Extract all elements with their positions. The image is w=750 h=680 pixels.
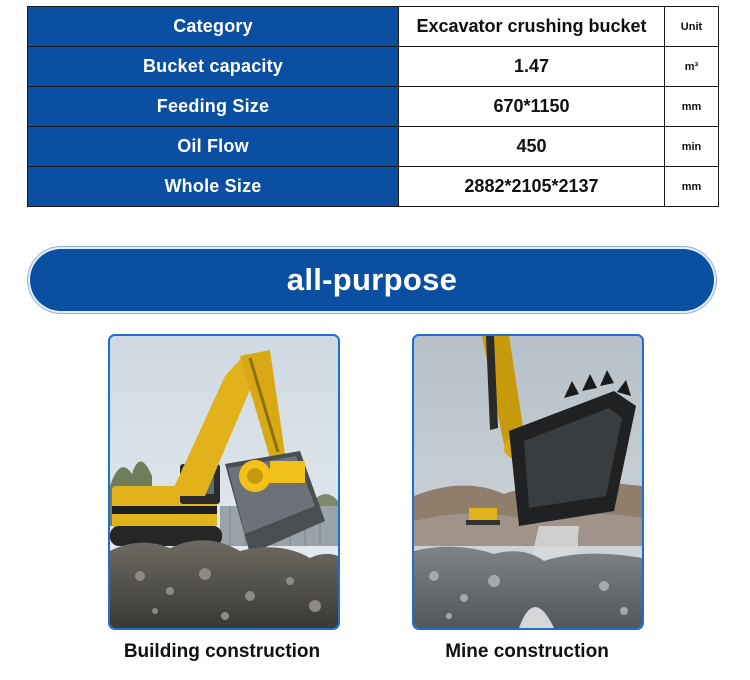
mine-construction-photo xyxy=(412,334,644,630)
spec-value: Excavator crushing bucket xyxy=(399,7,665,47)
spec-unit: Unit xyxy=(665,7,719,47)
spec-unit: min xyxy=(665,127,719,167)
spec-label: Feeding Size xyxy=(28,87,399,127)
spec-label: Oil Flow xyxy=(28,127,399,167)
caption-mine-construction: Mine construction xyxy=(445,641,609,662)
spec-label: Bucket capacity xyxy=(28,47,399,87)
table-row xyxy=(28,47,719,87)
spec-unit: mm xyxy=(665,167,719,207)
spec-table xyxy=(27,6,719,207)
table-row xyxy=(28,87,719,127)
spec-value: 2882*2105*2137 xyxy=(399,167,665,207)
banner-title: all-purpose xyxy=(286,262,458,297)
caption-building-construction: Building construction xyxy=(123,641,321,662)
building-construction-image xyxy=(110,336,338,628)
table-row xyxy=(28,127,719,167)
spec-label: Whole Size xyxy=(28,167,399,207)
section-banner xyxy=(30,249,714,311)
building-construction-photo xyxy=(108,334,340,630)
spec-unit: mm xyxy=(665,87,719,127)
spec-value: 670*1150 xyxy=(399,87,665,127)
table-row xyxy=(28,167,719,207)
spec-label: Category xyxy=(28,7,399,47)
mine-construction-image xyxy=(414,336,642,628)
spec-value: 1.47 xyxy=(399,47,665,87)
table-row xyxy=(28,7,719,47)
spec-unit: m³ xyxy=(665,47,719,87)
spec-value: 450 xyxy=(399,127,665,167)
